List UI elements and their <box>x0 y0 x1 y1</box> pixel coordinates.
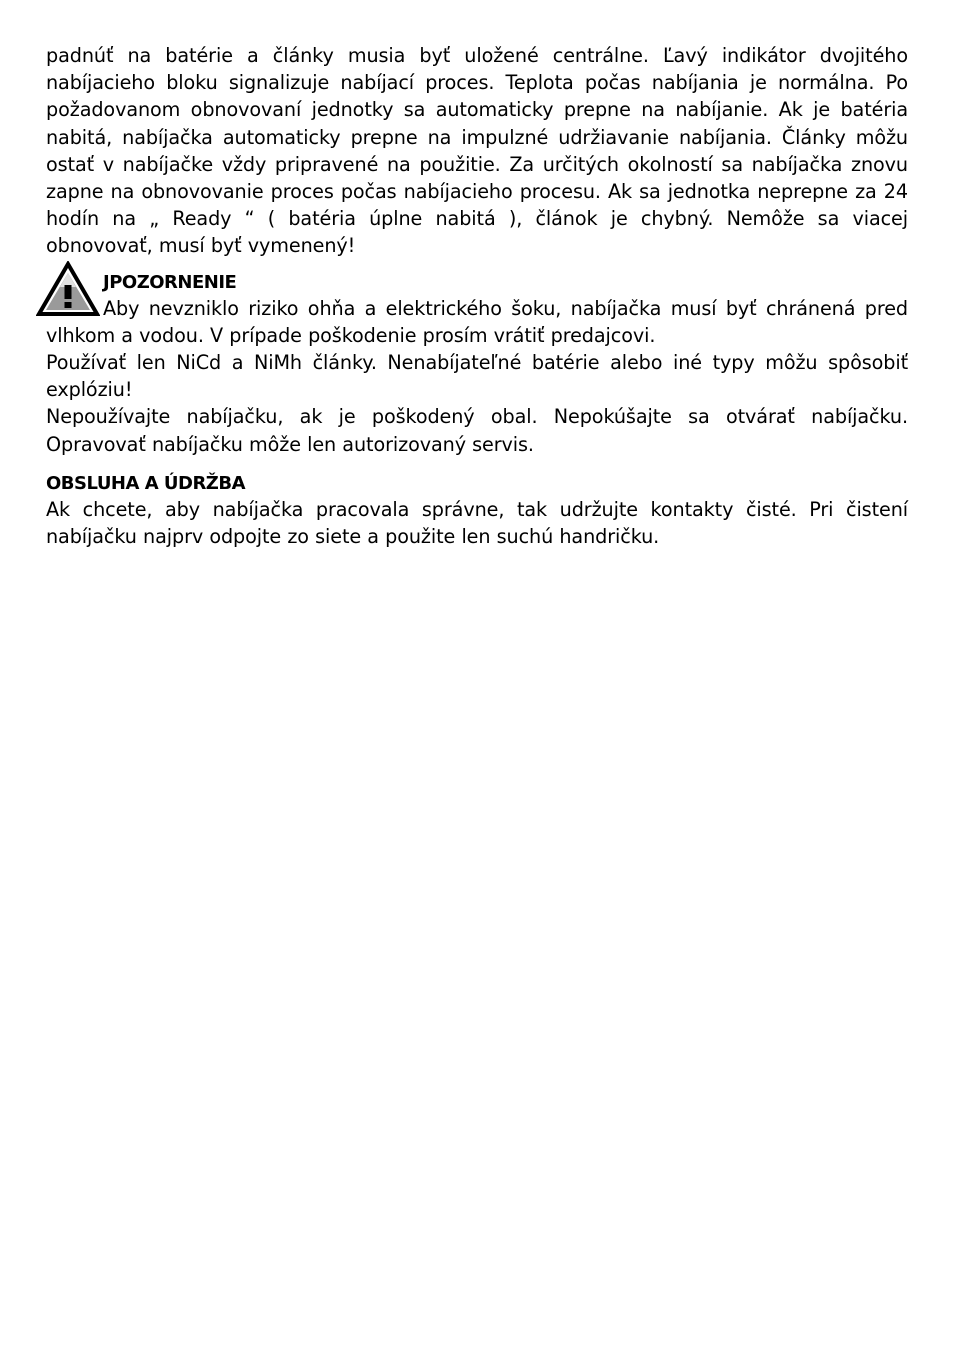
warning-heading: JPOZORNENIE <box>103 271 237 293</box>
maintenance-heading: OBSLUHA A ÚDRŽBA <box>46 472 246 494</box>
maintenance-paragraph: Ak chcete, aby nabíjačka pracovala správne, tak udržujte kontakty čisté. Pri čistení nabíjačku najprv odpojte zo siete a použite len suchú handričku. <box>46 497 908 549</box>
intro-paragraph: padnúť na batérie a články musia byť uložené centrálne. Ľavý indikátor dvojitého nabíjacieho bloku signalizuje nabíjací proces. Teplota počas nabíjania je normálna. Po požadovanom obnovovaní jednotky sa automaticky prepne na nabíjanie. Ak je batéria nabitá, nabíjačka automaticky prepne na impulzné udržiavanie nabíjania. Články môžu ostať v nabíjačke vždy pripravené na použitie. Za určitých okolností sa nabíjačka znovu zapne na obnovovanie proces počas nabíjacieho procesu. Ak sa jednotka neprepne za 24 hodín na „ Ready “ ( batéria úplne nabitá ), článok je chybný. Nemôže sa viacej obnovovať, musí byť vymenený! <box>46 44 908 258</box>
warning-paragraph-1: Aby nevzniklo riziko ohňa a elektrického šoku, nabíjačka musí byť chránená pred vlhkom a vodou. V prípade poškodenie prosím vrátiť predajcovi. <box>46 296 908 347</box>
warning-paragraph-2: Používať len NiCd a NiMh články. Nenabíjateľné batérie alebo iné typy môžu spôsobiť explóziu! <box>46 351 908 402</box>
document-page <box>46 42 908 550</box>
warning-triangle-icon <box>36 261 100 317</box>
maintenance-section <box>46 472 908 550</box>
warning-paragraph-3: Nepoužívajte nabíjačku, ak je poškodený obal. Nepokúšajte sa otvárať nabíjačku. Opravovať nabíjačku môže len autorizovaný servis. <box>46 405 908 456</box>
warning-section <box>46 265 908 458</box>
